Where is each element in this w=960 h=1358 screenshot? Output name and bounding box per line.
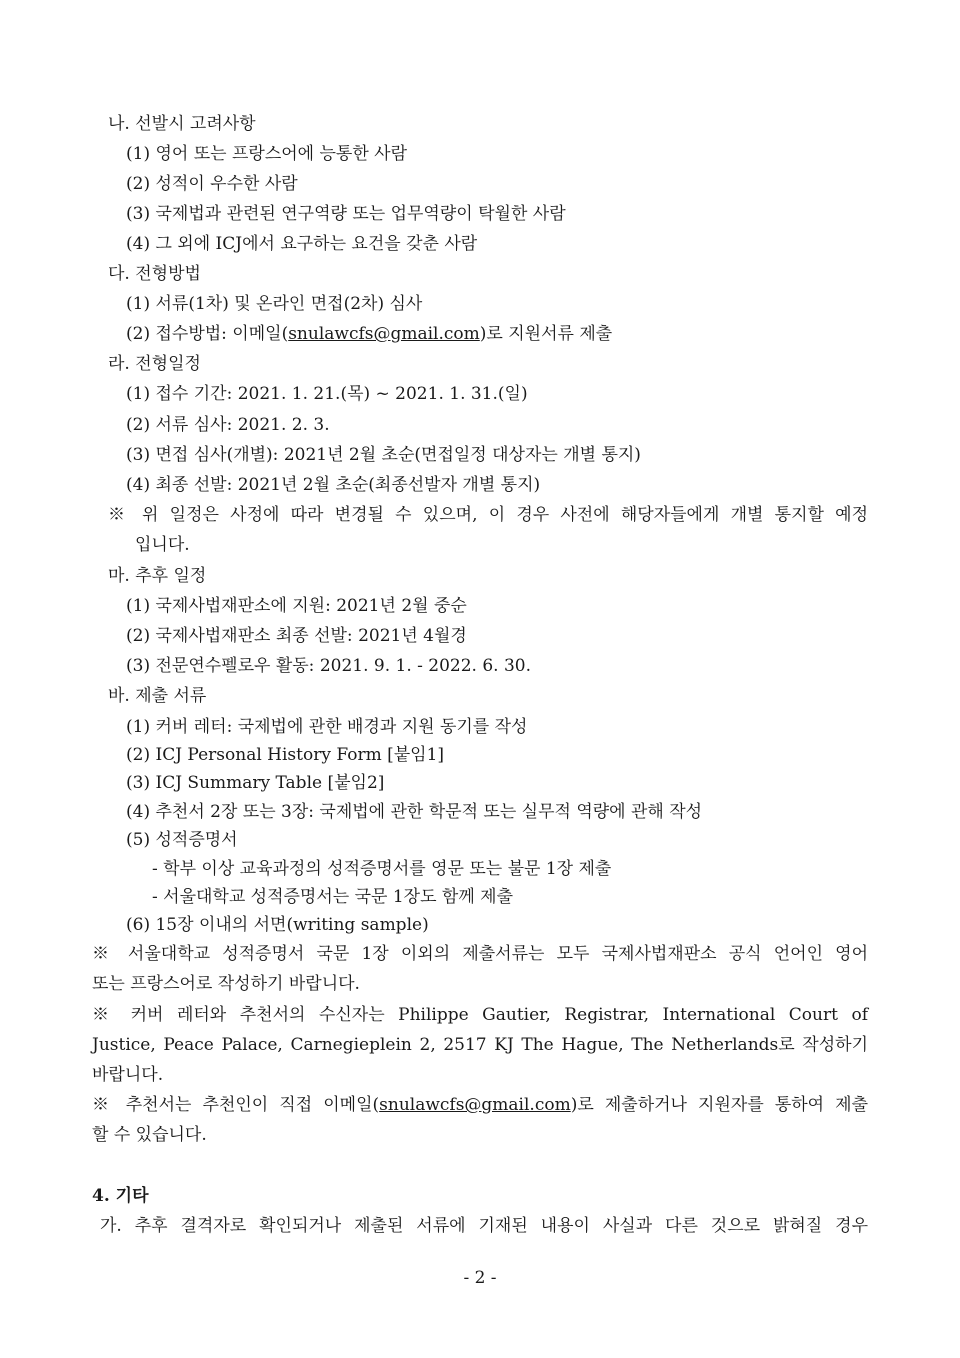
section-title-4: 4. 기타	[92, 1186, 149, 1206]
list-item: (1) 서류(1차) 및 온라인 면접(2차) 심사	[126, 294, 423, 314]
note-language: ※ 서울대학교 성적증명서 국문 1장 이외의 제출서류는 모두 국제사법재판소 공식 언어인 영어	[92, 944, 868, 964]
note-recipient-end: 바랍니다.	[92, 1065, 164, 1085]
note-recommendation-cont: 할 수 있습니다.	[92, 1125, 207, 1145]
sub-list-item: - 서울대학교 성적증명서는 국문 1장도 함께 제출	[152, 887, 514, 907]
page-number: - 2 -	[463, 1268, 497, 1288]
section-title-ra: 라. 전형일정	[108, 354, 201, 374]
list-item: (2) 성적이 우수한 사람	[126, 174, 298, 194]
section-title-ba: 바. 제출 서류	[108, 686, 207, 706]
section-title-ma: 마. 추후 일정	[108, 566, 207, 586]
section-4-text: 가. 추후 결격자로 확인되거나 제출된 서류에 기재된 내용이 사실과 다른 것으로 밝혀질 경우	[100, 1216, 868, 1236]
note-recommendation	[92, 1093, 868, 1117]
note-text: ※ 추천서는 추천인이 직접 이메일(	[92, 1095, 380, 1115]
note-recipient: ※ 커버 레터와 추천서의 수신자는 Philippe Gautier, Registrar, International Court of	[92, 1005, 868, 1025]
list-item: (2) 서류 심사: 2021. 2. 3.	[126, 415, 330, 435]
list-item: (3) ICJ Summary Table [붙임2]	[126, 773, 385, 793]
section-title-na: 나. 선발시 고려사항	[108, 114, 256, 134]
sub-list-item: - 학부 이상 교육과정의 성적증명서를 영문 또는 불문 1장 제출	[152, 859, 612, 879]
list-item: (1) 영어 또는 프랑스어에 능통한 사람	[126, 144, 408, 164]
note-recipient-cont: Justice, Peace Palace, Carnegieplein 2, 2517 KJ The Hague, The Netherlands로 작성하기	[92, 1035, 868, 1055]
list-item: (2) 국제사법재판소 최종 선발: 2021년 4월경	[126, 626, 467, 646]
email-link[interactable]: snulawcfs@gmail.com	[379, 1095, 571, 1115]
item-text: (2) 접수방법: 이메일(	[126, 324, 289, 344]
note-text: )로 제출하거나 지원자를 통하여 제출	[570, 1095, 869, 1115]
list-item: (2) ICJ Personal History Form [붙임1]	[126, 745, 445, 765]
list-item: (3) 면접 심사(개별): 2021년 2월 초순(면접일정 대상자는 개별 통지)	[126, 445, 641, 465]
list-item: (3) 전문연수펠로우 활동: 2021. 9. 1. - 2022. 6. 30.	[126, 656, 532, 676]
list-item: (4) 추천서 2장 또는 3장: 국제법에 관한 학문적 또는 실무적 역량에 관해 작성	[126, 802, 703, 822]
list-item: (4) 그 외에 ICJ에서 요구하는 요건을 갖춘 사람	[126, 234, 478, 254]
list-item: (1) 접수 기간: 2021. 1. 21.(목) ~ 2021. 1. 31.(일)	[126, 384, 528, 404]
note-language-cont: 또는 프랑스어로 작성하기 바랍니다.	[92, 974, 360, 994]
item-text: )로 지원서류 제출	[479, 324, 613, 344]
list-item: (5) 성적증명서	[126, 830, 238, 850]
list-item: (1) 국제사법재판소에 지원: 2021년 2월 중순	[126, 596, 467, 616]
list-item: (4) 최종 선발: 2021년 2월 초순(최종선발자 개별 통지)	[126, 475, 541, 495]
list-item: (3) 국제법과 관련된 연구역량 또는 업무역량이 탁월한 사람	[126, 204, 566, 224]
schedule-note-cont: 입니다.	[135, 535, 190, 555]
list-item: (6) 15장 이내의 서면(writing sample)	[126, 915, 429, 935]
section-title-da: 다. 전형방법	[108, 264, 201, 284]
schedule-note: ※ 위 일정은 사정에 따라 변경될 수 있으며, 이 경우 사전에 해당자들에게 개별 통지할 예정	[108, 505, 868, 525]
list-item	[126, 322, 612, 346]
email-link[interactable]: snulawcfs@gmail.com	[288, 324, 480, 344]
list-item: (1) 커버 레터: 국제법에 관한 배경과 지원 동기를 작성	[126, 717, 528, 737]
